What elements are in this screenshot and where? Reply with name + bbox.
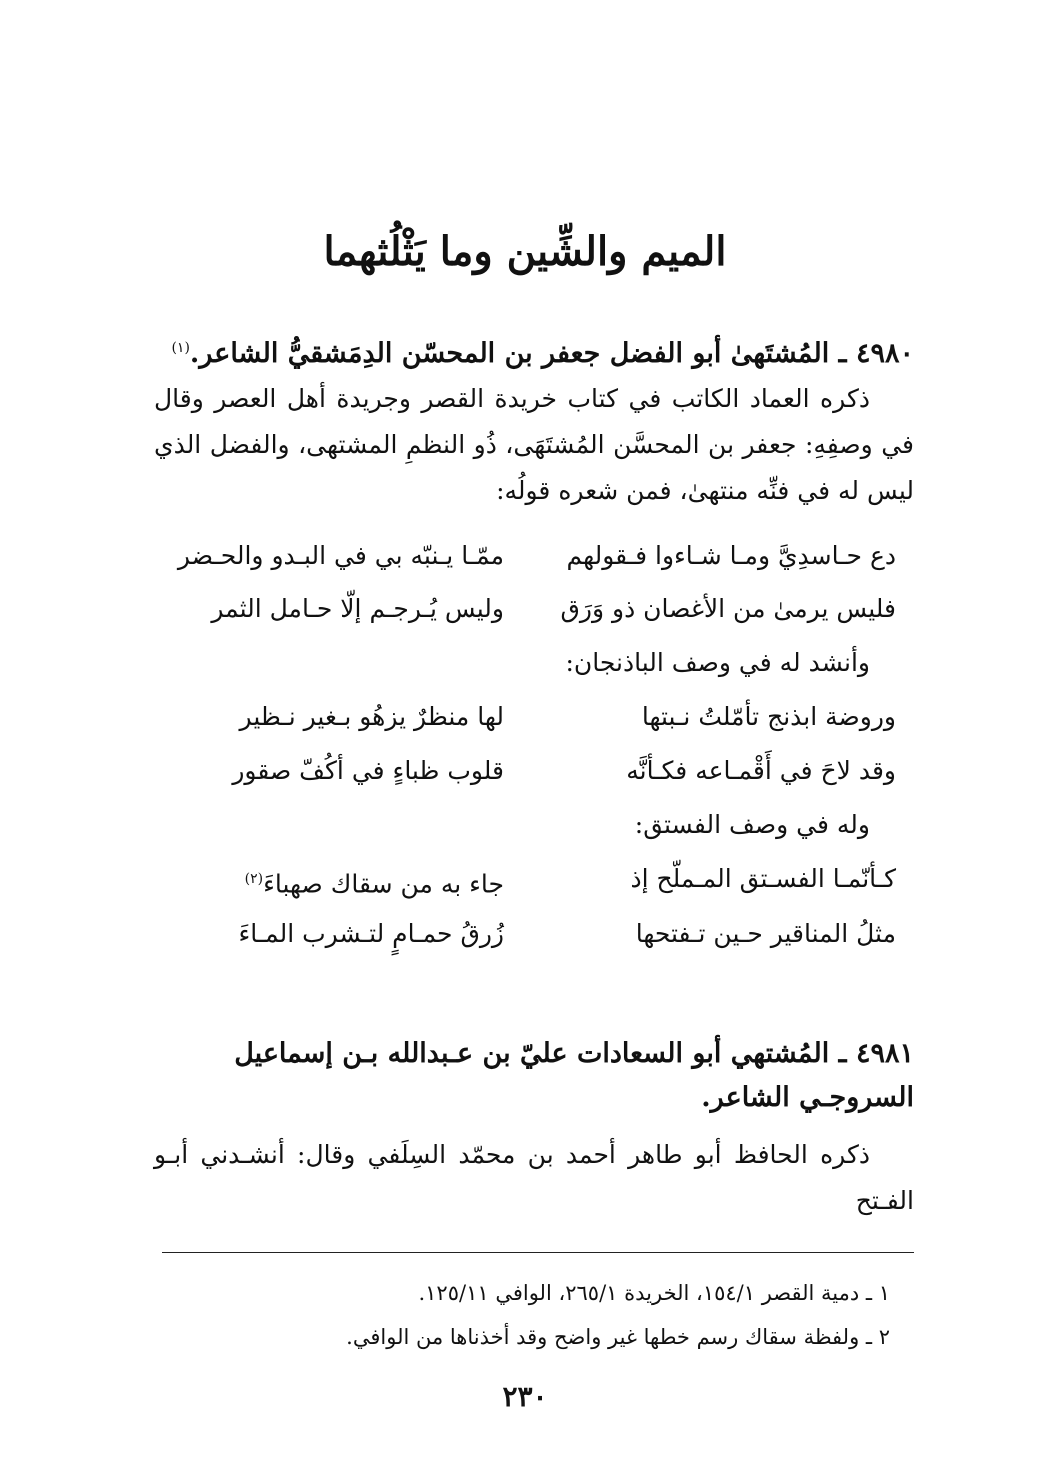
- entry-heading-4981: ٤٩٨١ ـ المُشتهي أبو السعادات عليّ بن عـبدالله بـن إسماعيل السروجـي الشاعر.: [234, 1038, 914, 1113]
- verse-line: [154, 689, 914, 745]
- verse-second-hemistich: لها منظرٌ يزهُو بـغير نـظير: [239, 702, 504, 731]
- verse-intro-line: وله في وصف الفستق:: [634, 810, 870, 839]
- entry-heading-text: ٤٩٨٠ ـ المُشتَهىٰ أبو الفضل جعفر بن المحسّن الدِمَشقيُّ الشاعر.: [189, 338, 914, 369]
- chapter-title: الميم والشِّين وما يَثْلُثهما: [323, 228, 727, 275]
- entry-intro-paragraph: ذكره الحافظ أبو طاهر أحمد بن محمّد السِلَفي وقال: أنشـدني أبـو الفـتح: [154, 1140, 914, 1215]
- footnote-ref-2: (٢): [244, 871, 264, 887]
- verse-first-hemistich: وقد لاحَ في أَقْمـاعه فكـأنَّه: [626, 756, 896, 785]
- verse-intro-line: وأنشد له في وصف الباذنجان:: [565, 648, 870, 677]
- verse-first-hemistich: مثلُ المناقير حـين تـفتحها: [635, 919, 896, 948]
- entry-intro-paragraph: ذكره العماد الكاتب في كتاب خريدة القصر وجريدة أهل العصر وقال في وصفِهِ: جعفر بن المحسَّن المُشتَهَى، ذُو النظمِ المشتهى، والفضل الذي ليس له في فنِّه منتهىٰ، فمن شعره قولُه:: [154, 384, 914, 505]
- verse-second-hemistich: [164, 851, 504, 912]
- verse-second-hemistich: زُرقُ حمـامٍ لتـشرب المـاءَ: [238, 919, 504, 948]
- verse-line: [154, 581, 914, 637]
- verse-second-hemistich: وليس يُـرجـم إلّا حـامل الثمر: [211, 594, 504, 623]
- verse-second-hemistich: قلوب ظباءٍ في أكُفّ صقور: [232, 756, 504, 785]
- verse-line: [154, 528, 914, 584]
- footnote-ref-1: (١): [171, 340, 190, 356]
- verse-first-hemistich: دع حـاسدِيَّ ومـا شـاءوا فـقولهم: [566, 541, 896, 570]
- verse-line: [154, 906, 914, 962]
- verse-second-hemistich-text: جاء به من سقاك صهباءَ: [263, 869, 504, 899]
- verse-first-hemistich: فليس يرمىٰ من الأغصان ذو وَرَق: [560, 594, 896, 623]
- verse-line: [154, 743, 914, 799]
- footnote-divider: [162, 1252, 914, 1253]
- verse-first-hemistich: كـأنّمـا الفسـتق المـملّح إذ: [630, 864, 896, 893]
- verse-first-hemistich: وروضة ابذنج تأمّلتُ نـبتها: [641, 702, 896, 731]
- footnote-1: ١ ـ دمية القصر ١٥٤/١، الخريدة ٢٦٥/١، الوافي ١٢٥/١١.: [418, 1281, 890, 1305]
- footnote-2: ٢ ـ ولفظة سقاك رسم خطها غير واضح وقد أخذناها من الوافي.: [346, 1325, 890, 1349]
- verse-second-hemistich: ممّـا يـنبّه بي في البـدو والحـضر: [177, 541, 504, 570]
- page-number: ٢٣٠: [502, 1380, 548, 1413]
- verse-line: [154, 851, 914, 907]
- entry-heading-4980: [154, 326, 914, 376]
